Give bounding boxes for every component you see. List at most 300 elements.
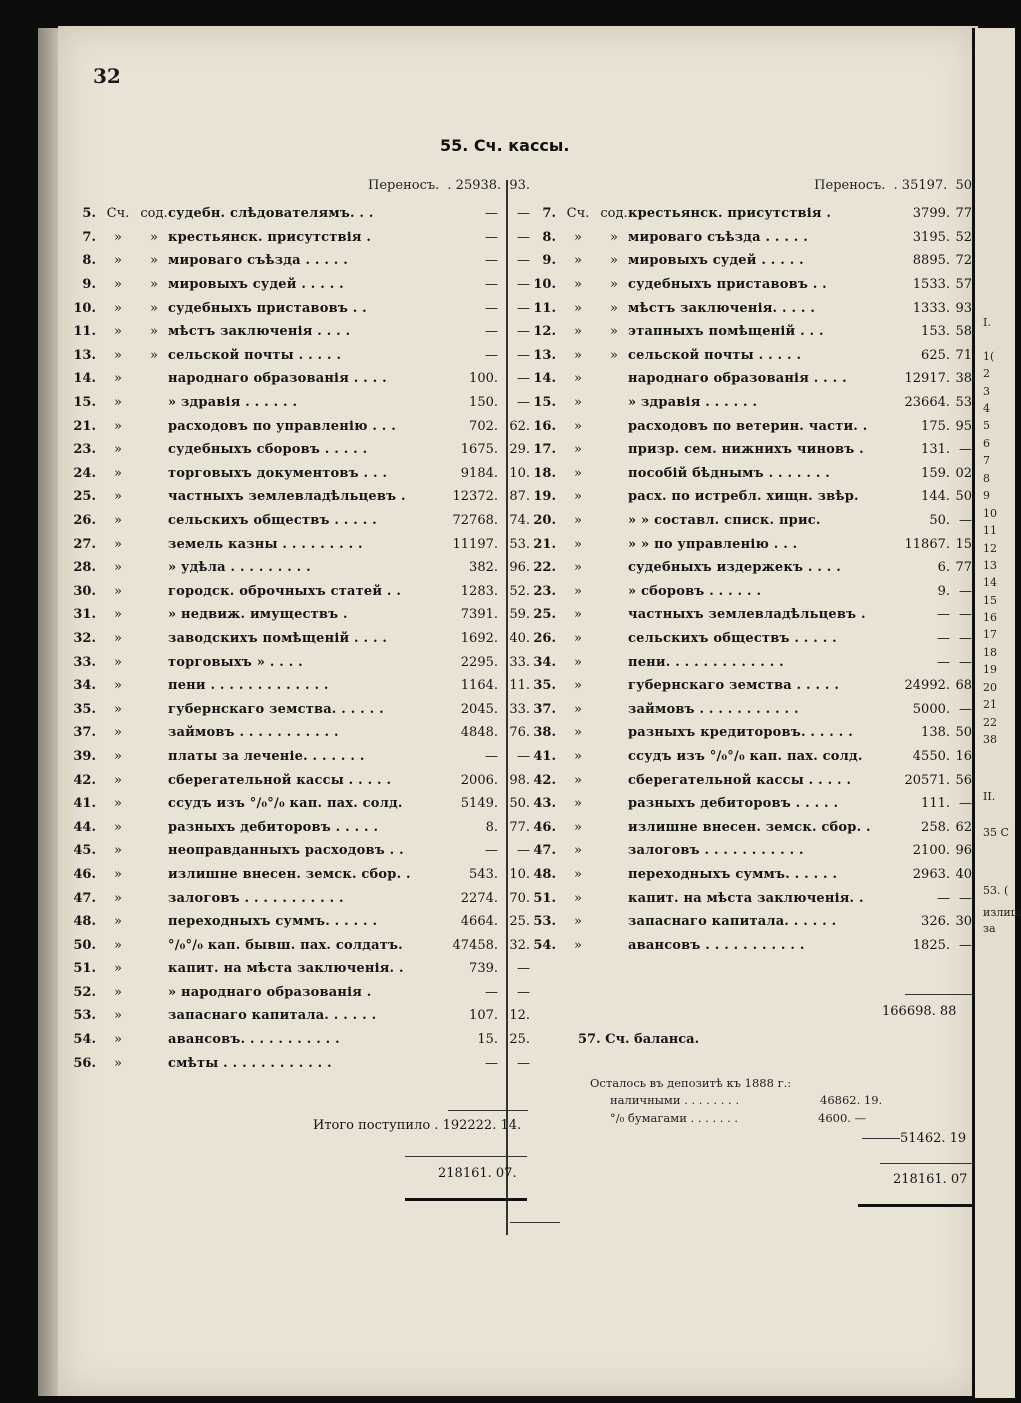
amount-kopecks: 53. <box>509 536 530 552</box>
amount-kopecks: 87. <box>509 489 530 505</box>
amount-kopecks: 40. <box>509 630 530 646</box>
account-label: займовъ . . . . . . . . . . . <box>628 701 799 717</box>
account-abbr: » <box>574 371 582 387</box>
account-label: капит. на мѣста заключенія. . <box>628 890 864 906</box>
account-abbr: » <box>114 560 122 576</box>
amount-kopecks: — <box>517 1055 530 1071</box>
adjacent-page-fragment: 16 <box>983 611 997 624</box>
papers-label: °/₀ бумагами . . . . . . . <box>610 1111 739 1125</box>
account-abbr: » <box>574 536 582 552</box>
left-ledger-row <box>60 981 530 1005</box>
account-label: мѣстъ заключенія . . . . <box>168 324 351 340</box>
amount-kopecks: — <box>517 395 530 411</box>
left-ledger-row <box>60 957 530 981</box>
left-sum-line <box>448 1110 528 1111</box>
account-label: пени. . . . . . . . . . . . . <box>628 654 784 670</box>
account-number: 48. <box>73 914 96 930</box>
left-column <box>60 178 530 1075</box>
account-abbr: » <box>114 701 122 717</box>
account-number: 42. <box>533 772 556 788</box>
right-ledger-row <box>520 863 972 887</box>
amount-rubles: 543. <box>469 866 498 882</box>
account-label: авансовъ . . . . . . . . . . . <box>628 937 805 953</box>
right-ledger-row <box>520 414 972 438</box>
amount-rubles: — <box>937 654 950 670</box>
account-number: 39. <box>73 748 96 764</box>
amount-rubles: 2100. <box>912 843 950 859</box>
balance-total: 51462. 19 <box>900 1131 967 1146</box>
amount-kopecks: — <box>517 843 530 859</box>
account-number: 12. <box>533 324 556 340</box>
account-label: сельскихъ обществъ . . . . . <box>168 513 377 529</box>
amount-rubles: 4848. <box>460 725 498 741</box>
account-abbr: » <box>574 772 582 788</box>
account-number: 10. <box>533 277 556 293</box>
amount-rubles: 15. <box>477 1032 498 1048</box>
left-ledger-row <box>60 603 530 627</box>
amount-kopecks: — <box>517 984 530 1000</box>
amount-rubles: 107. <box>469 1008 498 1024</box>
account-abbr: » <box>114 347 122 363</box>
account-number: 16. <box>533 418 556 434</box>
account-number: 35. <box>73 701 96 717</box>
amount-kopecks: — <box>517 347 530 363</box>
adjacent-page-fragment: 9 <box>983 489 990 502</box>
account-label: смѣты . . . . . . . . . . . . <box>168 1055 332 1071</box>
left-ledger-row <box>60 933 530 957</box>
left-ledger-row <box>60 1004 530 1028</box>
right-ledger-row <box>520 344 972 368</box>
adjacent-page-fragment: за <box>983 922 996 935</box>
account-sub: » <box>150 347 158 363</box>
amount-kopecks: 57 <box>955 277 972 293</box>
amount-kopecks: 62. <box>509 418 530 434</box>
account-abbr: » <box>114 984 122 1000</box>
right-carry-row <box>520 178 972 202</box>
account-abbr: » <box>574 725 582 741</box>
cash-value: 46862. 19. <box>820 1093 883 1107</box>
account-abbr: » <box>574 324 582 340</box>
amount-kopecks: 71 <box>955 347 972 363</box>
amount-kopecks: 95 <box>955 418 972 434</box>
amount-rubles: 24992. <box>904 678 950 694</box>
account-abbr: » <box>114 678 122 694</box>
amount-kopecks: 52. <box>509 583 530 599</box>
account-label: сельскихъ обществъ . . . . . <box>628 630 837 646</box>
account-number: 15. <box>533 395 556 411</box>
left-subtotal-rub: 192222. <box>442 1118 497 1133</box>
right-subtotal-row <box>882 1004 956 1019</box>
left-ledger-row <box>60 509 530 533</box>
account-abbr: » <box>574 914 582 930</box>
amount-rubles: — <box>937 890 950 906</box>
account-abbr: » <box>114 253 122 269</box>
account-label: пособій бѣднымъ . . . . . . . <box>628 465 830 481</box>
account-label: губернскаго земства . . . . . <box>628 678 840 694</box>
account-label: » здравія . . . . . . <box>168 395 298 411</box>
left-total-kop: 07. <box>495 1166 517 1181</box>
adjacent-page-fragment: 6 <box>983 437 990 450</box>
amount-kopecks: 50 <box>955 725 972 741</box>
amount-kopecks: 93 <box>955 300 972 316</box>
amount-kopecks: — <box>517 206 530 222</box>
account-sub: » <box>610 347 618 363</box>
amount-kopecks: — <box>959 442 972 458</box>
adjacent-page-fragment: 4 <box>983 402 990 415</box>
account-number: 34. <box>73 678 96 694</box>
amount-rubles: 12917. <box>904 371 950 387</box>
account-number: 47. <box>533 843 556 859</box>
amount-kopecks: 32. <box>509 937 530 953</box>
amount-rubles: 11867. <box>904 536 950 552</box>
account-label: запаснаго капитала. . . . . . <box>628 914 837 930</box>
right-ledger-row <box>520 697 972 721</box>
amount-kopecks: — <box>959 607 972 623</box>
account-abbr: » <box>114 442 122 458</box>
adjacent-page-fragment: 38 <box>983 733 997 746</box>
account-abbr: » <box>574 607 582 623</box>
account-abbr: » <box>574 748 582 764</box>
right-carry-kop: 50 <box>955 178 972 193</box>
account-abbr: » <box>114 489 122 505</box>
left-ledger-row <box>60 320 530 344</box>
left-carry-rub: . 25938. <box>447 178 502 193</box>
account-abbr: » <box>114 914 122 930</box>
amount-rubles: — <box>485 347 498 363</box>
left-ledger-row <box>60 438 530 462</box>
left-ledger-row <box>60 532 530 556</box>
left-ledger-row <box>60 815 530 839</box>
account-abbr: » <box>574 395 582 411</box>
account-sub: » <box>150 229 158 245</box>
account-number: 52. <box>73 984 96 1000</box>
left-ledger-row <box>60 414 530 438</box>
account-label: частныхъ землевладѣльцевъ . <box>628 607 866 623</box>
amount-rubles: 2045. <box>460 701 498 717</box>
account-label: мировыхъ судей . . . . . <box>628 253 804 269</box>
right-ledger-row <box>520 886 972 910</box>
left-ledger-row <box>60 202 530 226</box>
account-label: мѣстъ заключенія. . . . . <box>628 300 816 316</box>
account-abbr: » <box>574 300 582 316</box>
account-label: » удѣла . . . . . . . . . <box>168 560 311 576</box>
account-number: 54. <box>73 1032 96 1048</box>
account-abbr: » <box>574 678 582 694</box>
amount-kopecks: 96 <box>955 843 972 859</box>
account-number: 46. <box>73 866 96 882</box>
amount-kopecks: 25. <box>509 914 530 930</box>
adjacent-page-fragment: 10 <box>983 507 997 520</box>
amount-kopecks: — <box>959 701 972 717</box>
account-label: расх. по истребл. хищн. звѣр. <box>628 489 859 505</box>
account-label: крестьянск. присутствія . <box>168 229 372 245</box>
adjacent-page-fragment: 11 <box>983 524 997 537</box>
left-ledger-row <box>60 910 530 934</box>
amount-kopecks: 29. <box>509 442 530 458</box>
account-number: 11. <box>533 300 556 316</box>
account-number: 43. <box>533 796 556 812</box>
left-ledger-row <box>60 650 530 674</box>
amount-kopecks: 58 <box>955 324 972 340</box>
amount-rubles: 5000. <box>912 701 950 717</box>
account-abbr: » <box>574 560 582 576</box>
amount-rubles: 1825. <box>912 937 950 953</box>
account-number: 18. <box>533 465 556 481</box>
amount-kopecks: — <box>517 253 530 269</box>
account-number: 23. <box>73 442 96 458</box>
right-ledger-row <box>520 273 972 297</box>
account-label: переходныхъ суммъ. . . . . . <box>628 866 838 882</box>
right-subtotal-rub: 166698. <box>882 1004 936 1019</box>
amount-rubles: 1333. <box>912 300 950 316</box>
amount-kopecks: — <box>959 890 972 906</box>
amount-kopecks: — <box>517 371 530 387</box>
amount-rubles: 8895. <box>912 253 950 269</box>
account-number: 21. <box>533 536 556 552</box>
account-number: 15. <box>73 395 96 411</box>
account-abbr: » <box>114 229 122 245</box>
amount-rubles: 9184. <box>460 465 498 481</box>
amount-rubles: 702. <box>469 418 498 434</box>
account-abbr: » <box>114 513 122 529</box>
left-ledger-row <box>60 768 530 792</box>
right-carry-label: Переносъ. <box>814 178 886 193</box>
account-number: 56. <box>73 1055 96 1071</box>
amount-rubles: 1533. <box>912 277 950 293</box>
amount-rubles: 100. <box>469 371 498 387</box>
adjacent-page-fragment: 35 С <box>983 826 1009 839</box>
amount-rubles: 111. <box>921 796 950 812</box>
amount-kopecks: 50 <box>955 489 972 505</box>
account-abbr: » <box>114 725 122 741</box>
account-abbr: » <box>574 819 582 835</box>
account-sub: » <box>150 277 158 293</box>
account-abbr: » <box>574 890 582 906</box>
account-abbr: » <box>114 748 122 764</box>
account-abbr: » <box>574 277 582 293</box>
amount-rubles: 12372. <box>452 489 498 505</box>
account-abbr: » <box>574 489 582 505</box>
amount-rubles: 4550. <box>912 748 950 764</box>
account-number: 11. <box>73 324 96 340</box>
amount-rubles: 138. <box>921 725 950 741</box>
account-number: 54. <box>533 937 556 953</box>
right-total-kop: 07 <box>950 1172 968 1187</box>
right-ledger-row <box>520 296 972 320</box>
left-ledger-row <box>60 839 530 863</box>
account-label: губернскаго земства. . . . . . <box>168 701 384 717</box>
amount-kopecks: 56 <box>955 772 972 788</box>
adjacent-page-fragment: 14 <box>983 576 997 589</box>
amount-rubles: 153. <box>921 324 950 340</box>
left-ledger-row <box>60 462 530 486</box>
amount-kopecks: 76. <box>509 725 530 741</box>
left-ledger-row <box>60 249 530 273</box>
account-label: сельской почты . . . . . <box>168 347 342 363</box>
amount-kopecks: 70. <box>509 890 530 906</box>
account-label: излишне внесен. земск. сбор. . <box>628 819 871 835</box>
papers-value: 4600. — <box>818 1111 867 1125</box>
adjacent-page-edge <box>972 28 1021 1398</box>
left-ledger-row <box>60 863 530 887</box>
right-ledger-row <box>520 367 972 391</box>
account-number: 31. <box>73 607 96 623</box>
account-abbr: » <box>574 630 582 646</box>
account-sub: » <box>150 253 158 269</box>
account-abbr: » <box>114 937 122 953</box>
account-number: 38. <box>533 725 556 741</box>
account-abbr: » <box>114 843 122 859</box>
left-ledger-row <box>60 745 530 769</box>
account-label: авансовъ. . . . . . . . . . . <box>168 1032 340 1048</box>
left-ledger-row <box>60 886 530 910</box>
amount-rubles: — <box>485 748 498 764</box>
left-subtotal-kop: 14. <box>500 1118 522 1133</box>
adjacent-page-fragment: 12 <box>983 542 997 555</box>
right-total-rub: 218161. <box>893 1172 947 1187</box>
account-abbr: Сч. <box>106 206 130 222</box>
account-number: 14. <box>533 371 556 387</box>
right-ledger-row <box>520 815 972 839</box>
amount-kopecks: 52 <box>955 229 972 245</box>
amount-rubles: 9. <box>937 583 950 599</box>
account-label: судебныхъ приставовъ . . <box>168 300 367 316</box>
right-ledger-row <box>520 438 972 462</box>
amount-rubles: — <box>485 1055 498 1071</box>
account-number: 22. <box>533 560 556 576</box>
account-abbr: » <box>114 607 122 623</box>
right-ledger-row <box>520 839 972 863</box>
amount-rubles: 3799. <box>912 206 950 222</box>
left-total-row <box>438 1166 517 1181</box>
right-ledger-row <box>520 674 972 698</box>
amount-kopecks: 33. <box>509 701 530 717</box>
adjacent-page-fragment: 7 <box>983 454 990 467</box>
left-ledger-row <box>60 627 530 651</box>
amount-kopecks: — <box>517 300 530 316</box>
account-number: 21. <box>73 418 96 434</box>
left-ledger-row <box>60 1051 530 1075</box>
account-number: 41. <box>533 748 556 764</box>
amount-kopecks: — <box>959 937 972 953</box>
amount-kopecks: 38 <box>955 371 972 387</box>
amount-kopecks: — <box>959 583 972 599</box>
adjacent-page-fragment: 21 <box>983 698 997 711</box>
amount-kopecks: 02 <box>955 465 972 481</box>
account-label: излишне внесен. земск. сбор. . <box>168 866 411 882</box>
amount-rubles: 47458. <box>452 937 498 953</box>
account-abbr: » <box>114 630 122 646</box>
amount-kopecks: 72 <box>955 253 972 269</box>
account-sub: » <box>610 229 618 245</box>
account-label: пени . . . . . . . . . . . . . <box>168 678 329 694</box>
amount-rubles: 625. <box>921 347 950 363</box>
adjacent-page-fragment: 53. ( <box>983 884 1009 897</box>
adjacent-page-fragment: 13 <box>983 559 997 572</box>
account-number: 47. <box>73 890 96 906</box>
account-abbr: » <box>114 1055 122 1071</box>
balance-dash-line <box>862 1138 900 1139</box>
left-ledger-row <box>60 391 530 415</box>
account-number: 23. <box>533 583 556 599</box>
account-abbr: » <box>114 418 122 434</box>
account-number: 33. <box>73 654 96 670</box>
account-abbr: » <box>574 866 582 882</box>
right-ledger-row <box>520 226 972 250</box>
amount-rubles: 2963. <box>912 866 950 882</box>
account-number: 8. <box>542 229 556 245</box>
amount-rubles: — <box>937 607 950 623</box>
right-ledger-row <box>520 933 972 957</box>
amount-kopecks: 59. <box>509 607 530 623</box>
right-ledger-row <box>520 509 972 533</box>
account-abbr: » <box>574 465 582 481</box>
left-ledger-row <box>60 485 530 509</box>
account-abbr: » <box>114 796 122 812</box>
account-number: 7. <box>82 229 96 245</box>
account-abbr: » <box>574 654 582 670</box>
amount-kopecks: 25. <box>509 1032 530 1048</box>
account-sub: » <box>610 324 618 340</box>
account-label: займовъ . . . . . . . . . . . <box>168 725 339 741</box>
deposit-label: Осталось въ депозитѣ къ 1888 г.: <box>590 1076 792 1090</box>
amount-kopecks: 68 <box>955 678 972 694</box>
amount-kopecks: 77 <box>955 206 972 222</box>
page-number: 32 <box>93 64 121 88</box>
account-label: призр. сем. нижнихъ чиновъ . <box>628 442 864 458</box>
account-sub: » <box>610 277 618 293</box>
account-abbr: » <box>114 536 122 552</box>
balance-title: 57. Сч. баланса. <box>578 1032 700 1047</box>
right-column <box>520 178 972 957</box>
account-number: 53. <box>73 1008 96 1024</box>
account-label: платы за леченіе. . . . . . . <box>168 748 365 764</box>
right-ledger-row <box>520 462 972 486</box>
left-carry-label: Переносъ. <box>368 178 440 193</box>
account-abbr: » <box>114 1032 122 1048</box>
amount-rubles: 1675. <box>460 442 498 458</box>
account-number: 50. <box>73 937 96 953</box>
amount-kopecks: 16 <box>955 748 972 764</box>
account-abbr: » <box>114 395 122 411</box>
account-label: расходовъ по ветерин. части. . <box>628 418 868 434</box>
adjacent-page-fragment: 3 <box>983 385 990 398</box>
right-sum-line <box>905 994 972 995</box>
account-number: 46. <box>533 819 556 835</box>
account-label: судебныхъ издержекъ . . . . <box>628 560 841 576</box>
account-number: 44. <box>73 819 96 835</box>
account-abbr: » <box>574 513 582 529</box>
amount-kopecks: 15 <box>955 536 972 552</box>
account-label: ссудъ изъ °/₀°/₀ кап. пах. солд. <box>168 796 403 812</box>
account-abbr: » <box>114 654 122 670</box>
right-ledger-row <box>520 532 972 556</box>
account-label: торговыхъ » . . . . <box>168 654 303 670</box>
account-abbr: » <box>114 465 122 481</box>
amount-kopecks: 62 <box>955 819 972 835</box>
amount-rubles: 159. <box>921 465 950 481</box>
account-label: частныхъ землевладѣльцевъ . <box>168 489 406 505</box>
account-number: 5. <box>82 206 96 222</box>
amount-kopecks: 10. <box>509 465 530 481</box>
amount-kopecks: — <box>959 796 972 812</box>
left-ledger-row <box>60 296 530 320</box>
amount-rubles: 3195. <box>912 229 950 245</box>
left-ledger-row <box>60 226 530 250</box>
adjacent-page-fragment: 18 <box>983 646 997 659</box>
account-number: 53. <box>533 914 556 930</box>
account-number: 51. <box>533 890 556 906</box>
